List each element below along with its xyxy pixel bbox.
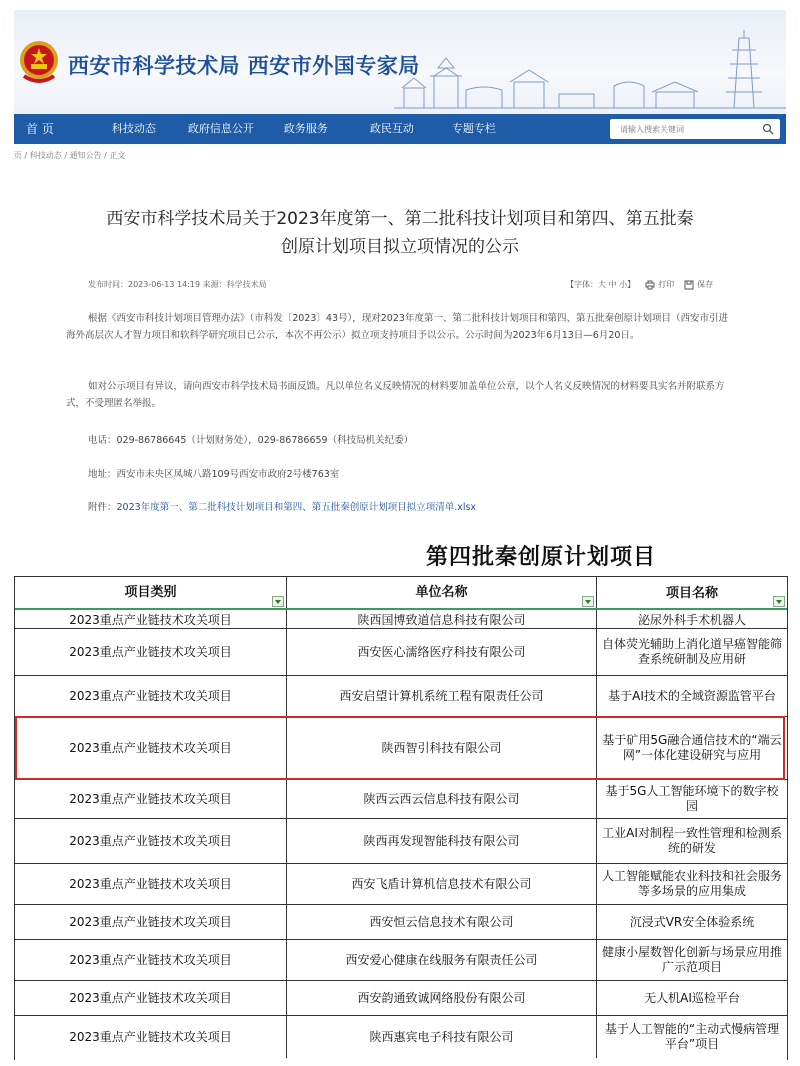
print-icon [645, 280, 655, 290]
table-row [15, 981, 787, 1016]
header-label: 单位名称 [415, 585, 468, 600]
table-cell: 陕西再发现智能科技有限公司 [287, 819, 597, 863]
search-box [610, 119, 780, 139]
table-cell: 2023重点产业链技术攻关项目 [15, 981, 287, 1015]
filter-dropdown-icon[interactable] [272, 596, 284, 607]
table-cell: 基于AI技术的全域资源监管平台 [608, 688, 776, 703]
table-row [15, 780, 787, 819]
table-cell: 陕西智引科技有限公司 [287, 717, 597, 779]
filter-dropdown-icon[interactable] [582, 596, 594, 607]
table-cell: 2023重点产业链技术攻关项目 [15, 905, 287, 939]
city-skyline-illustration [394, 28, 786, 114]
table-row [15, 629, 787, 676]
table-cell: 2023重点产业链技术攻关项目 [15, 940, 287, 980]
site-title: 西安市科学技术局 西安市外国专家局 [68, 54, 420, 78]
filter-dropdown-icon[interactable] [773, 596, 785, 607]
table-cell: 人工智能赋能农业科技和社会服务等多场景的应用集成 [601, 869, 782, 898]
table-cell: 西安医心濡络医疗科技有限公司 [287, 629, 597, 675]
table-cell: 陕西国博致道信息科技有限公司 [287, 610, 597, 628]
table-cell: 基于5G人工智能环境下的数字校园 [605, 784, 779, 813]
print-button[interactable] [645, 279, 674, 290]
header-label: 项目类别 [124, 585, 177, 600]
publish-meta: 发布时间：2023-06-13 14:19 来源：科学技术局 [88, 280, 267, 289]
contact-address: 地址：西安市未央区凤城八路109号西安市政府2号楼763室 [88, 469, 340, 480]
table-cell: 2023重点产业链技术攻关项目 [15, 629, 287, 675]
header-cell [15, 577, 287, 609]
page-title-line-2: 创原计划项目拟立项情况的公示 [281, 237, 519, 257]
search-input[interactable] [618, 124, 762, 135]
table-row [15, 676, 787, 717]
font-size-switcher[interactable]: 【字体：大 中 小】 [566, 280, 636, 289]
nav-item-home[interactable]: 首 页 [26, 122, 54, 136]
table-cell: 自体荧光辅助上消化道早癌智能筛查系统研制及应用研 [601, 637, 782, 666]
article-tools [566, 279, 713, 290]
print-label: 打印 [658, 280, 675, 289]
table-row [15, 905, 787, 940]
attachment-link[interactable]: 2023年度第一、第二批科技计划项目和第四、第五批秦创原计划项目拟立项清单.xlsx [116, 502, 477, 513]
table-cell: 2023重点产业链技术攻关项目 [15, 819, 287, 863]
table-cell: 陕西惠宾电子科技有限公司 [287, 1016, 597, 1058]
nav-item-special-topics[interactable]: 专题专栏 [451, 122, 496, 135]
table-cell: 陕西云西云信息科技有限公司 [287, 780, 597, 818]
nav-item-interaction[interactable]: 政民互动 [369, 122, 414, 135]
table-row [15, 819, 787, 864]
table-row-highlighted [15, 717, 787, 780]
table-cell: 基于人工智能的“主动式慢病管理平台”项目 [604, 1022, 780, 1051]
breadcrumb[interactable]: 页 / 科技动态 / 通知公告 / 正文 [14, 151, 126, 160]
nav-item-gov-service[interactable]: 政务服务 [283, 122, 328, 135]
attachment [88, 499, 476, 513]
header-banner [14, 10, 786, 114]
table-cell: 2023重点产业链技术攻关项目 [15, 1016, 287, 1058]
nav-item-gov-info[interactable]: 政府信息公开 [187, 122, 254, 135]
table-cell: 西安韵通致诚网络股份有限公司 [287, 981, 597, 1015]
page-title-line-1: 西安市科学技术局关于2023年度第一、第二批科技计划项目和第四、第五批秦 [106, 209, 694, 229]
table-cell: 基于矿用5G融合通信技术的“端云网”一体化建设研究与应用 [602, 733, 782, 762]
header-cell [287, 577, 597, 609]
search-icon[interactable] [762, 123, 774, 135]
table-header-row [15, 576, 787, 610]
table-cell: 沉浸式VR安全体验系统 [629, 914, 755, 929]
table-cell: 2023重点产业链技术攻关项目 [15, 864, 287, 904]
table-cell: 健康小屋数智化创新与场景应用推广示范项目 [601, 945, 782, 974]
header-label: 项目名称 [665, 585, 718, 601]
page-title [40, 205, 760, 261]
contact-phone: 电话：029-86786645（计划财务处），029-86786659（科技局机关纪委） [88, 435, 414, 446]
table-row [15, 864, 787, 905]
table-cell: 2023重点产业链技术攻关项目 [15, 780, 287, 818]
nav-item-tech-news[interactable]: 科技动态 [111, 122, 156, 135]
table-cell: 无人机AI巡检平台 [644, 990, 740, 1005]
table-row [15, 1016, 787, 1058]
project-table [14, 576, 788, 1060]
table-cell: 西安爱心健康在线服务有限责任公司 [287, 940, 597, 980]
table-cell: 西安恒云信息技术有限公司 [287, 905, 597, 939]
attachment-label: 附件： [88, 502, 117, 513]
table-cell: 泌尿外科手术机器人 [637, 613, 746, 627]
body-paragraph-1: 根据《西安市科技计划项目管理办法》（市科发〔2023〕43号），现对2023年度第一、第二批科技计划项目和第四、第五批秦创原计划项目（西安市引进海外高层次人才智力项目和软科学研究项目已公示，本次不再公示）拟立项支持项目予以公示。公示时间为2023年6月13日—6月20日。 [66, 313, 728, 341]
national-emblem-icon [18, 38, 60, 86]
main-nav [14, 114, 786, 144]
save-label: 保存 [697, 280, 714, 289]
table-cell: 工业AI对制程一致性管理和检测系统的研发 [602, 826, 782, 855]
table-cell: 2023重点产业链技术攻关项目 [15, 676, 287, 716]
body-paragraph-2: 如对公示项目有异议，请向西安市科学技术局书面反馈。凡以单位名义反映情况的材料要加盖单位公章，以个人名义反映情况的材料要具实名并附联系方式，不受理匿名举报。 [66, 381, 725, 409]
table-row [15, 940, 787, 981]
sheet-title: 第四批秦创原计划项目 [426, 544, 657, 570]
table-row [15, 610, 787, 629]
table-cell: 2023重点产业链技术攻关项目 [15, 717, 287, 779]
table-cell: 西安启望计算机系统工程有限责任公司 [287, 676, 597, 716]
header-cell [597, 577, 787, 609]
save-button[interactable] [684, 279, 713, 290]
table-cell: 2023重点产业链技术攻关项目 [15, 610, 287, 628]
save-icon [684, 280, 694, 290]
table-cell: 西安飞盾计算机信息技术有限公司 [287, 864, 597, 904]
